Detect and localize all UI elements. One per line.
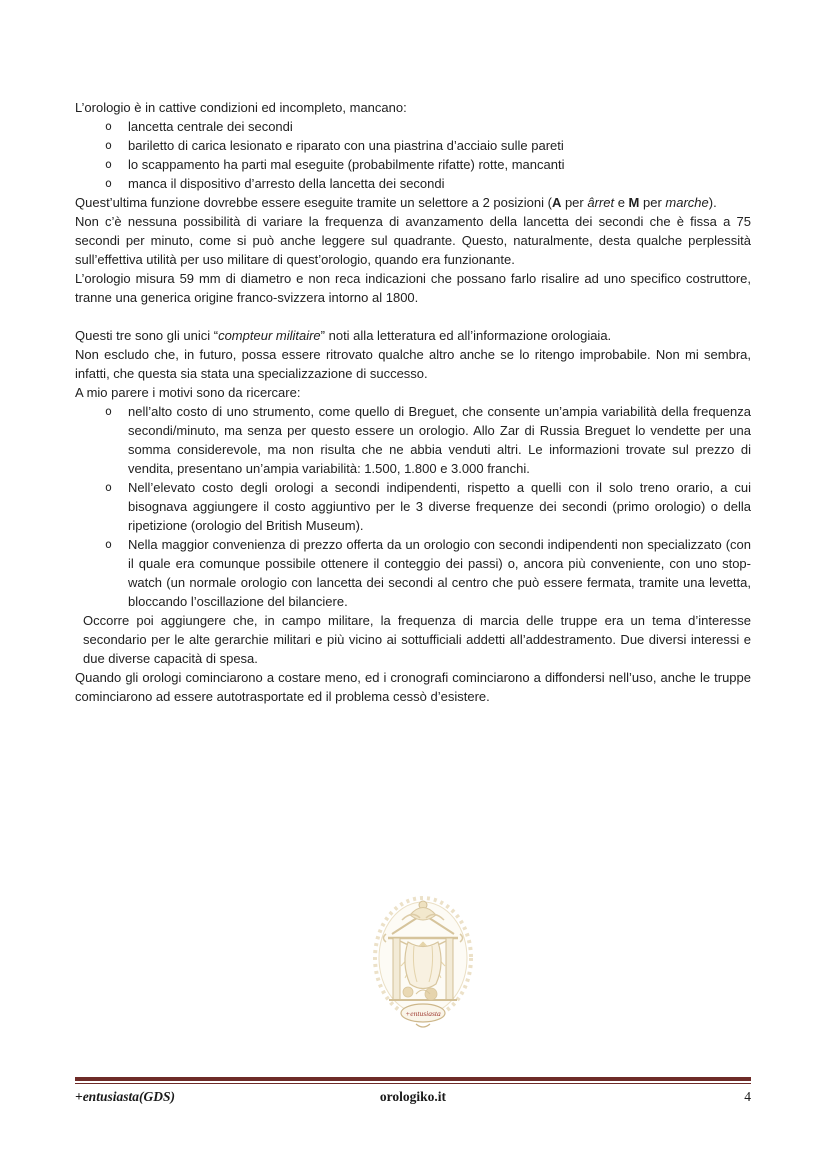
footer-text-row <box>75 1089 751 1105</box>
list-item-text: lancetta centrale dei secondi <box>128 119 293 134</box>
paragraph-frequency: Non c’è nessuna possibilità di variare la frequenza di avanzamento della lancetta dei secondi che è fissa a 75 secondi per minuto, come si può anche leggere sul quadrante. Questo, naturalmente, desta qualche perplessità sull’effettiva utilità per uso militare di quest’orologio, quando era funzionante. <box>75 214 751 267</box>
list-item <box>75 117 751 136</box>
list-item-text: Nella maggior convenienza di prezzo offerta da un orologio con secondi indipendenti non specializzato (con il quale era comunque possibile ottenere il conteggio dei passi) o, ancora più conveniente, con uno stop-watch (un normale orologio con lancetta dei secondi al centro che può essere fermata, tramite una levetta, bloccando l’oscillazione del bilanciere. <box>128 537 751 609</box>
text-segment-italic: compteur militaire <box>218 328 321 343</box>
list-item <box>75 136 751 155</box>
text-segment-bold: A <box>551 195 562 210</box>
footer-rule-thick <box>75 1077 751 1081</box>
paragraph-reasons-intro: A mio parere i motivi sono da ricercare: <box>75 385 301 400</box>
page-body <box>75 98 751 706</box>
list-item <box>75 174 751 193</box>
text-segment: Questi tre sono gli unici “ <box>75 328 219 343</box>
paragraph-compteur <box>75 326 751 345</box>
footer-author: +entusiasta(GDS) <box>75 1089 175 1104</box>
bullet-icon: o <box>105 404 112 418</box>
page-footer <box>75 1077 751 1105</box>
list-item-text: lo scappamento ha parti mal eseguite (probabilmente rifatte) rotte, mancanti <box>128 157 565 172</box>
paragraph-conclusion: Quando gli orologi cominciarono a costare meno, ed i cronografi cominciarono a diffondersi nell’uso, anche le truppe cominciarono ad essere autotrasportate ed il problema cessò d’esistere. <box>75 670 751 704</box>
footer-page-number: 4 <box>744 1089 751 1104</box>
emblem-watermark-text: +entusiasta <box>405 1009 441 1018</box>
bullet-icon: o <box>105 537 112 551</box>
list-item-text: manca il dispositivo d’arresto della lancetta dei secondi <box>128 176 445 191</box>
bullet-icon: o <box>105 157 112 171</box>
list-item <box>75 402 751 478</box>
text-segment: per <box>561 195 588 210</box>
text-segment-italic: ârret <box>587 195 615 210</box>
ornate-engraving-emblem <box>372 894 474 1034</box>
text-segment-bold: M <box>628 195 640 210</box>
reasons-list <box>75 402 751 611</box>
text-segment: ). <box>708 195 717 210</box>
text-segment-italic: marche <box>665 195 709 210</box>
list-item-text: bariletto di carica lesionato e riparato con una piastrina d’acciaio sulle pareti <box>128 138 564 153</box>
footer-site: orologiko.it <box>379 1089 447 1104</box>
paragraph-selector <box>75 193 751 212</box>
bullet-icon: o <box>105 119 112 133</box>
defects-list <box>75 117 751 193</box>
paragraph-military: Occorre poi aggiungere che, in campo militare, la frequenza di marcia delle truppe era un tema d’interesse secondario per le alte gerarchie militari e più vicino ai sottufficiali addetti all’addestramento. Due diversi interessi e due diverse capacità di spesa. <box>83 613 751 666</box>
bullet-icon: o <box>105 176 112 190</box>
paragraph-size: L’orologio misura 59 mm di diametro e non reca indicazioni che possano farlo risalire ad uno specifico costruttore, tranne una generica origine franco-svizzera intorno al 1800. <box>75 271 751 305</box>
text-segment: per <box>639 195 666 210</box>
bullet-icon: o <box>105 480 112 494</box>
list-item-text: Nell’elevato costo degli orologi a secondi indipendenti, rispetto a quelli con il solo treno orario, a cui bisognava aggiungere il costo aggiuntivo per le 3 diverse frequenze dei secondi (primo orologio) o della ripetizione (orologio del British Museum). <box>128 480 751 533</box>
text-segment: Quest’ultima funzione dovrebbe essere eseguite tramite un selettore a 2 posizioni ( <box>75 195 552 210</box>
bullet-icon: o <box>105 138 112 152</box>
list-item <box>75 478 751 535</box>
text-segment: e <box>614 195 629 210</box>
blank-line <box>75 307 751 326</box>
list-item <box>75 535 751 611</box>
paragraph-intro: L’orologio è in cattive condizioni ed incompleto, mancano: <box>75 100 407 115</box>
list-item <box>75 155 751 174</box>
footer-rule-thin <box>75 1083 751 1084</box>
paragraph-future: Non escludo che, in futuro, possa essere ritrovato qualche altro anche se lo ritengo improbabile. Non mi sembra, infatti, che questa sia stata una specializzazione di successo. <box>75 347 751 381</box>
list-item-text: nell’alto costo di uno strumento, come quello di Breguet, che consente un’ampia variabilità della frequenza secondi/minuto, ma senza per questo essere un orologio. Allo Zar di Russia Breguet lo vendette per una somma considerevole, ma non risulta che ne abbia venduti altri. Le informazioni trovate sul prezzo di vendita, presentano un’ampia variabilità: 1.500, 1.800 e 3.000 franchi. <box>128 404 751 476</box>
text-segment: ” noti alla letteratura ed all’informazione orologiaia. <box>320 328 612 343</box>
